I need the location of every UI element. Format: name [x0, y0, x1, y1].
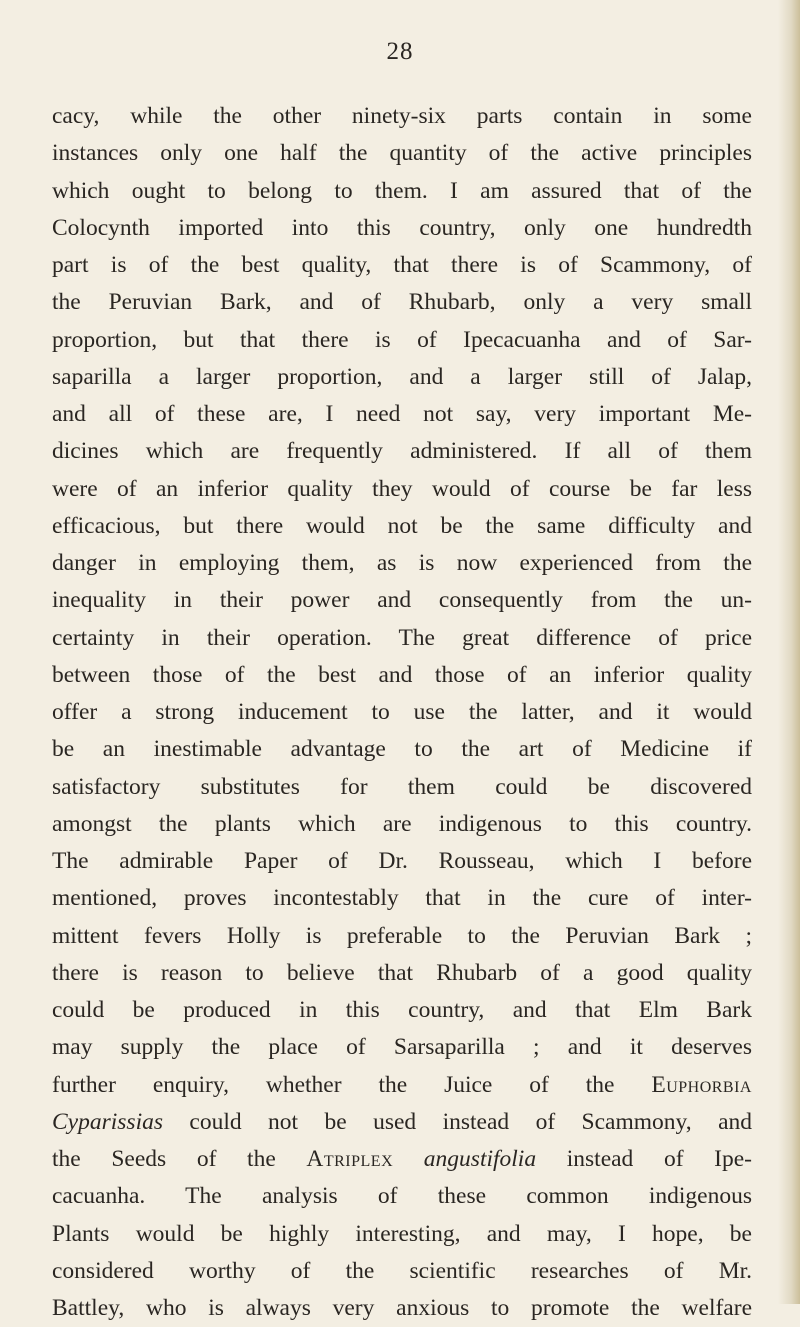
text-line: part is of the best quality, that there is of Scammony, of [52, 252, 752, 278]
text-line: the Peruvian Bark, and of Rhubarb, only a very small [52, 289, 752, 316]
text-line: danger in employing them, as is now experienced from the [52, 550, 752, 576]
text-line: mentioned, proves incontestably that in the cure of inter- [52, 885, 752, 912]
text-line: mittent fevers Holly is preferable to the Peruvian Bark ; [52, 922, 752, 949]
species-name: angustifolia [423, 1146, 537, 1172]
genus-name: Atriplex [306, 1146, 394, 1172]
text-line: The admirable Paper of Dr. Rousseau, which I before [52, 848, 752, 874]
text-line: instances only one half the quantity of the active principles [52, 140, 752, 167]
text-line: inequality in their power and consequently from the un- [52, 587, 752, 614]
text-line: dicines which are frequently administered. If all of them [52, 438, 752, 465]
text-line: amongst the plants which are indigenous to this country. [52, 810, 752, 837]
text-line: satisfactory substitutes for them could be discovered [52, 773, 752, 800]
text-line: could be produced in this country, and that Elm Bark [52, 997, 752, 1023]
text-line: which ought to belong to them. I am assured that of the [52, 177, 752, 204]
text-line: were of an inferior quality they would of course be far less [52, 475, 752, 502]
text-line: efficacious, but there would not be the same difficulty and [52, 512, 752, 539]
text-line: Colocynth imported into this country, only one hundredth [52, 214, 752, 241]
genus-name: Euphorbia [651, 1071, 752, 1098]
text-line: Plants would be highly interesting, and may, I hope, be [52, 1220, 752, 1247]
text-line: between those of the best and those of an inferior quality [52, 661, 752, 688]
text-line: saparilla a larger proportion, and a larger still of Jalap, [52, 363, 752, 390]
text-line: the Seeds of the Atriplex angustifolia instead of Ipe- [52, 1146, 752, 1172]
text-line: certainty in their operation. The great difference of price [52, 624, 752, 651]
text-line: Battley, who is always very anxious to promote the welfare [52, 1295, 752, 1321]
text-line: and all of these are, I need not say, very important Me- [52, 401, 752, 427]
species-name: Cyparissias [52, 1108, 163, 1135]
text-line: proportion, but that there is of Ipecacuanha and of Sar- [52, 326, 752, 353]
text-line: cacuanha. The analysis of these common indigenous [52, 1183, 752, 1210]
text-line: Cyparissias could not be used instead of Scammony, and [52, 1108, 752, 1135]
page-number: 28 [386, 38, 414, 65]
text-line: offer a strong inducement to use the latter, and it would [52, 699, 752, 725]
text-line: may supply the place of Sarsaparilla ; and it deserves [52, 1034, 752, 1061]
body-text [52, 98, 752, 1327]
text-line: there is reason to believe that Rhubarb of a good quality [52, 959, 752, 986]
page-edge-shadow [778, 0, 800, 1304]
text-line: cacy, while the other ninety-six parts contain in some [52, 103, 752, 129]
text-line: considered worthy of the scientific researches of Mr. [52, 1257, 752, 1284]
text-line: be an inestimable advantage to the art of Medicine if [52, 736, 752, 763]
text-line: further enquiry, whether the Juice of the Euphorbia [52, 1071, 752, 1098]
